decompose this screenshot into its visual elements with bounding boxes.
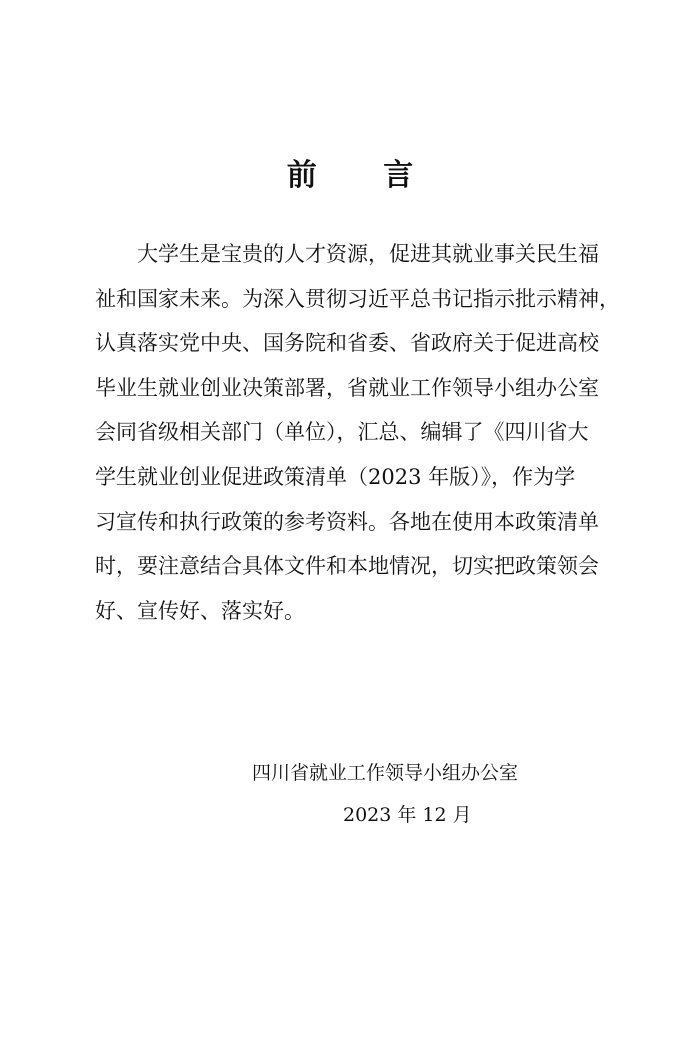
paragraph-line: 毕业生就业创业决策部署，省就业工作领导小组办公室: [95, 375, 599, 400]
signature-date: 2023 年 12 月: [343, 804, 472, 826]
paragraph-line: 时，要注意结合具体文件和本地情况，切实把政策领会: [95, 554, 599, 579]
paragraph-line: 祉和国家未来。为深入贯彻习近平总书记指示批示精神，: [95, 286, 620, 311]
paragraph-line: 大学生是宝贵的人才资源，促进其就业事关民生福: [137, 242, 599, 266]
paragraph-line: 学生就业创业促进政策清单（2023 年版）》，作为学: [95, 464, 576, 489]
paragraph-line: 好、宣传好、落实好。: [95, 598, 305, 623]
signature-organization: 四川省就业工作领导小组办公室: [252, 762, 519, 784]
page-title: 前 言: [286, 158, 442, 193]
paragraph-line: 会同省级相关部门（单位），汇总、编辑了《四川省大: [95, 420, 589, 445]
paragraph-line: 习宣传和执行政策的参考资料。各地在使用本政策清单: [95, 509, 599, 534]
preface-paragraph: [95, 232, 620, 633]
paragraph-line: 认真落实党中央、国务院和省委、省政府关于促进高校: [95, 331, 599, 356]
